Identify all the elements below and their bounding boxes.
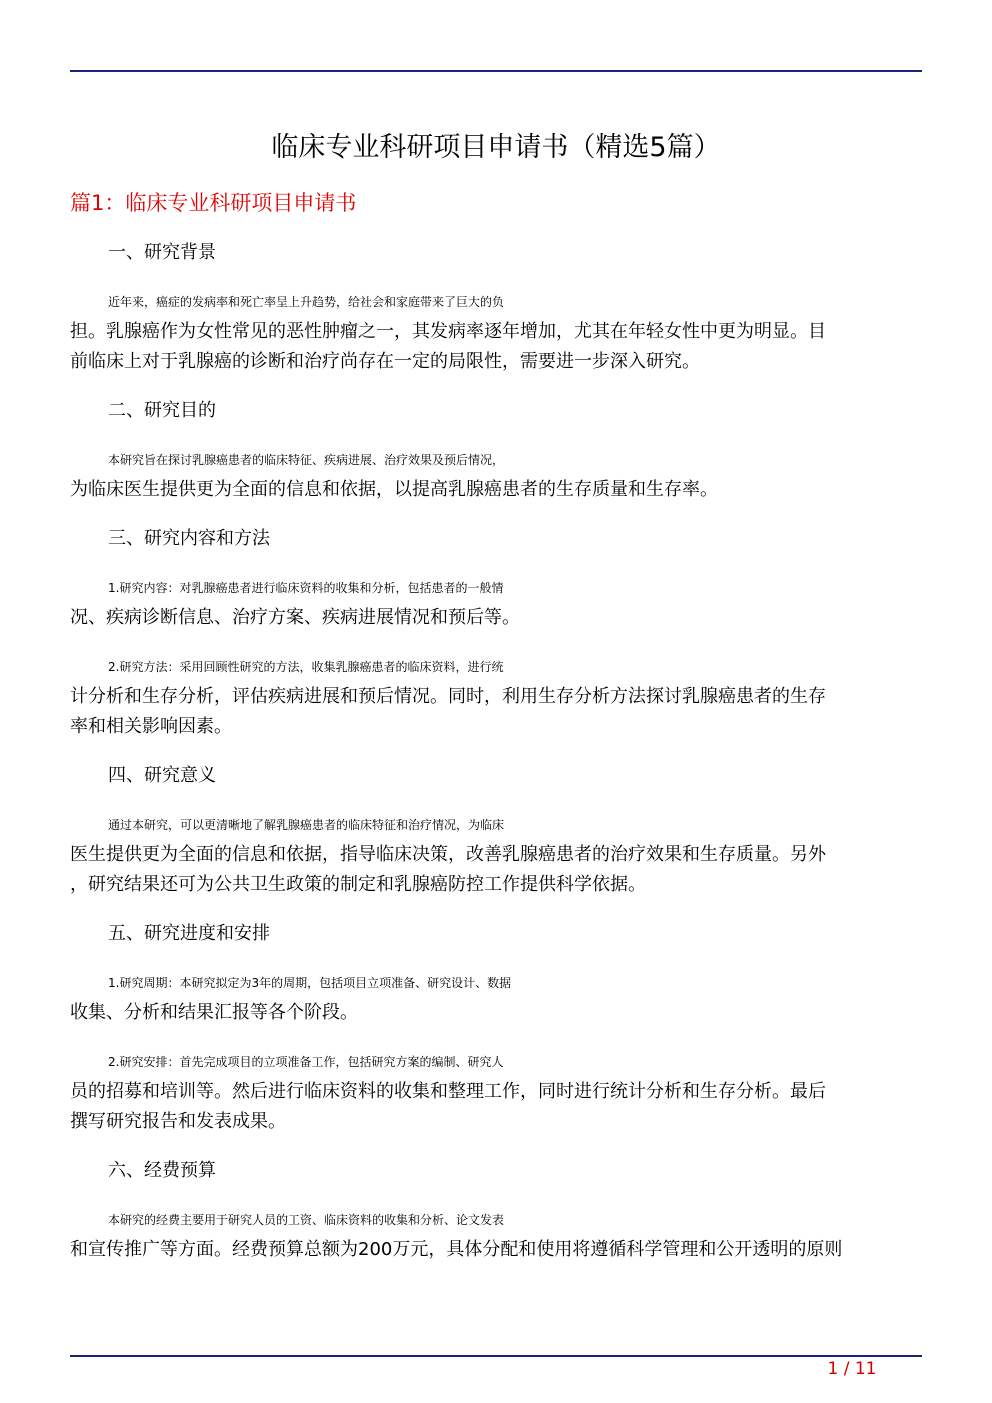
section-heading: 五、研究进度和安排 [108, 923, 270, 944]
section-title: 篇1：临床专业科研项目申请书 [70, 191, 357, 215]
paragraph [70, 573, 922, 633]
paragraph-line: 本研究的经费主要用于研究人员的工资、临床资料的收集和分析、论文发表 [108, 1213, 505, 1227]
paragraph [70, 1047, 922, 1137]
paragraph-line: 2.研究安排：首先完成项目的立项准备工作，包括研究方案的编制、研究人 [108, 1055, 504, 1069]
page-number: 1 / 11 [827, 1359, 877, 1379]
document-body [70, 238, 922, 1284]
section-heading: 三、研究内容和方法 [108, 528, 270, 549]
paragraph-line: 医生提供更为全面的信息和依据，指导临床决策，改善乳腺癌患者的治疗效果和生存质量。另外 [70, 844, 826, 865]
paragraph [70, 652, 922, 742]
section-heading: 六、经费预算 [108, 1160, 216, 1181]
paragraph [70, 1205, 922, 1265]
paragraph-line: 收集、分析和结果汇报等各个阶段。 [70, 1002, 358, 1023]
paragraph [70, 810, 922, 900]
paragraph-line: 为临床医生提供更为全面的信息和依据，以提高乳腺癌患者的生存质量和生存率。 [70, 479, 718, 500]
header-rule [70, 70, 922, 72]
paragraph-line: 率和相关影响因素。 [70, 716, 232, 737]
paragraph-line: 近年来，癌症的发病率和死亡率呈上升趋势，给社会和家庭带来了巨大的负 [108, 295, 505, 309]
section-heading: 一、研究背景 [108, 242, 216, 263]
paragraph [70, 968, 922, 1028]
paragraph-line: 撰写研究报告和发表成果。 [70, 1111, 286, 1132]
paragraph-line: 通过本研究，可以更清晰地了解乳腺癌患者的临床特征和治疗情况，为临床 [108, 818, 505, 832]
paragraph-line: 和宣传推广等方面。经费预算总额为200万元，具体分配和使用将遵循科学管理和公开透明的原则 [70, 1239, 843, 1260]
paragraph-line: 员的招募和培训等。然后进行临床资料的收集和整理工作，同时进行统计分析和生存分析。最后 [70, 1081, 826, 1102]
paragraph [70, 287, 922, 377]
paragraph-line: 本研究旨在探讨乳腺癌患者的临床特征、疾病进展、治疗效果及预后情况， [108, 453, 505, 467]
section-heading: 二、研究目的 [108, 400, 216, 421]
document-title: 临床专业科研项目申请书（精选5篇） [271, 132, 721, 163]
paragraph-line: 1.研究内容：对乳腺癌患者进行临床资料的收集和分析，包括患者的一般情 [108, 581, 504, 595]
footer-rule [70, 1355, 922, 1357]
paragraph [70, 445, 922, 505]
paragraph-line: 担。乳腺癌作为女性常见的恶性肿瘤之一，其发病率逐年增加，尤其在年轻女性中更为明显。目 [70, 321, 826, 342]
paragraph-line: 况、疾病诊断信息、治疗方案、疾病进展情况和预后等。 [70, 607, 520, 628]
paragraph-line: 1.研究周期：本研究拟定为3年的周期，包括项目立项准备、研究设计、数据 [108, 976, 512, 990]
paragraph-line: 计分析和生存分析，评估疾病进展和预后情况。同时，利用生存分析方法探讨乳腺癌患者的生存 [70, 686, 826, 707]
section-heading: 四、研究意义 [108, 765, 216, 786]
paragraph-line: 前临床上对于乳腺癌的诊断和治疗尚存在一定的局限性，需要进一步深入研究。 [70, 351, 700, 372]
paragraph-line: 2.研究方法：采用回顾性研究的方法，收集乳腺癌患者的临床资料，进行统 [108, 660, 504, 674]
paragraph-line: ，研究结果还可为公共卫生政策的制定和乳腺癌防控工作提供科学依据。 [70, 874, 646, 895]
